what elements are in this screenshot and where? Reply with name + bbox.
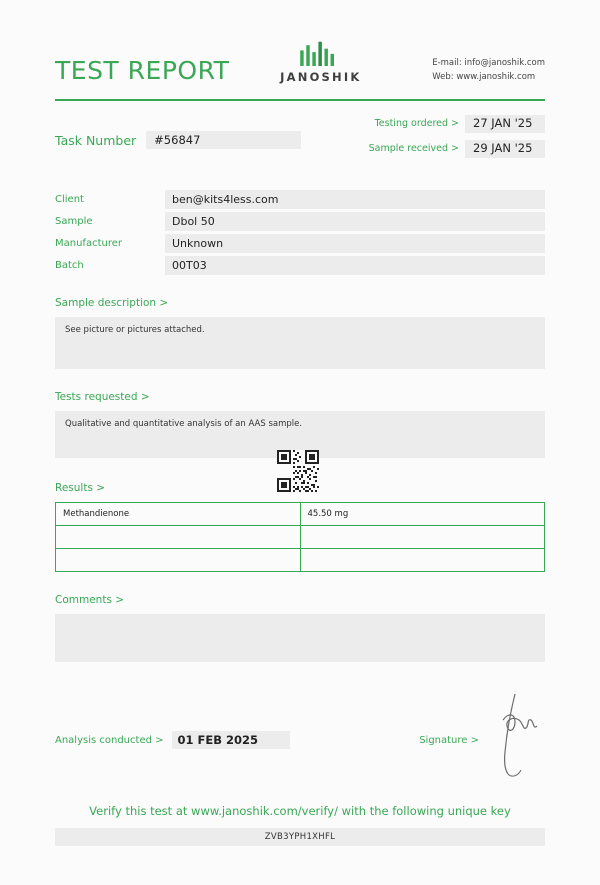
page-title: TEST REPORT — [55, 56, 230, 85]
brand-name: JANOSHIK — [280, 70, 362, 84]
unique-key: ZVB3YPH1XHFL — [55, 828, 545, 846]
field-list — [55, 190, 545, 275]
testing-ordered-value: 27 JAN '25 — [465, 115, 545, 133]
field-value-manufacturer: Unknown — [165, 234, 545, 253]
results-title: Results > — [55, 482, 106, 494]
tests-requested-block — [55, 391, 545, 458]
testing-ordered-row — [369, 115, 545, 133]
contact-block — [432, 56, 545, 84]
task-row — [55, 115, 545, 165]
field-label-client: Client — [55, 194, 84, 205]
task-number-group — [55, 115, 301, 165]
field-label-manufacturer: Manufacturer — [55, 238, 122, 249]
result-amount: 45.50 mg — [300, 503, 545, 526]
analysis-conducted-group — [55, 731, 290, 749]
analysis-conducted-label: Analysis conducted > — [55, 734, 164, 746]
comments-text — [55, 614, 545, 662]
field-row-client — [55, 190, 545, 209]
field-value-batch: 00T03 — [165, 256, 545, 275]
table-row — [56, 503, 545, 526]
sample-received-value: 29 JAN '25 — [465, 140, 545, 158]
result-substance — [56, 549, 301, 572]
qr-code-icon — [277, 450, 319, 492]
signature-label: Signature > — [419, 734, 479, 746]
verify-text: Verify this test at www.janoshik.com/verify/ with the following unique key — [89, 804, 511, 818]
signature-icon — [485, 690, 545, 780]
field-label-batch: Batch — [55, 260, 84, 271]
result-substance — [56, 526, 301, 549]
field-row-manufacturer — [55, 234, 545, 253]
brand-block — [280, 40, 361, 84]
results-table — [55, 502, 545, 572]
table-row — [56, 526, 545, 549]
task-number-label: Task Number — [55, 132, 137, 148]
testing-ordered-label: Testing ordered > — [374, 118, 459, 130]
header-divider — [55, 99, 545, 101]
comments-block — [55, 594, 545, 662]
field-row-sample — [55, 212, 545, 231]
contact-email: E-mail: info@janoshik.com — [432, 58, 545, 68]
janoshik-logo-icon — [295, 40, 347, 66]
analysis-row — [55, 700, 545, 780]
task-number-value: #56847 — [146, 131, 301, 149]
field-value-client: ben@kits4less.com — [165, 190, 545, 209]
sample-description-text: See picture or pictures attached. — [55, 317, 545, 369]
sample-description-title: Sample description > — [55, 297, 169, 309]
field-value-sample: Dbol 50 — [165, 212, 545, 231]
sample-received-row — [369, 140, 545, 158]
contact-website: Web: www.janoshik.com — [432, 72, 536, 83]
signature-group — [419, 700, 545, 780]
comments-title: Comments > — [55, 594, 125, 606]
sample-received-label: Sample received > — [368, 143, 459, 155]
tests-requested-title: Tests requested > — [55, 391, 150, 403]
sample-description-block — [55, 297, 545, 369]
tests-requested-text: Qualitative and quantitative analysis of an AAS sample. — [55, 411, 545, 458]
results-header — [55, 482, 545, 494]
field-row-batch — [55, 256, 545, 275]
table-row — [56, 549, 545, 572]
result-substance: Methandienone — [56, 503, 301, 526]
report-header — [55, 0, 545, 85]
analysis-conducted-value: 01 FEB 2025 — [172, 731, 290, 749]
field-label-sample: Sample — [55, 216, 93, 227]
task-dates — [369, 115, 545, 165]
result-amount — [300, 526, 545, 549]
result-amount — [300, 549, 545, 572]
